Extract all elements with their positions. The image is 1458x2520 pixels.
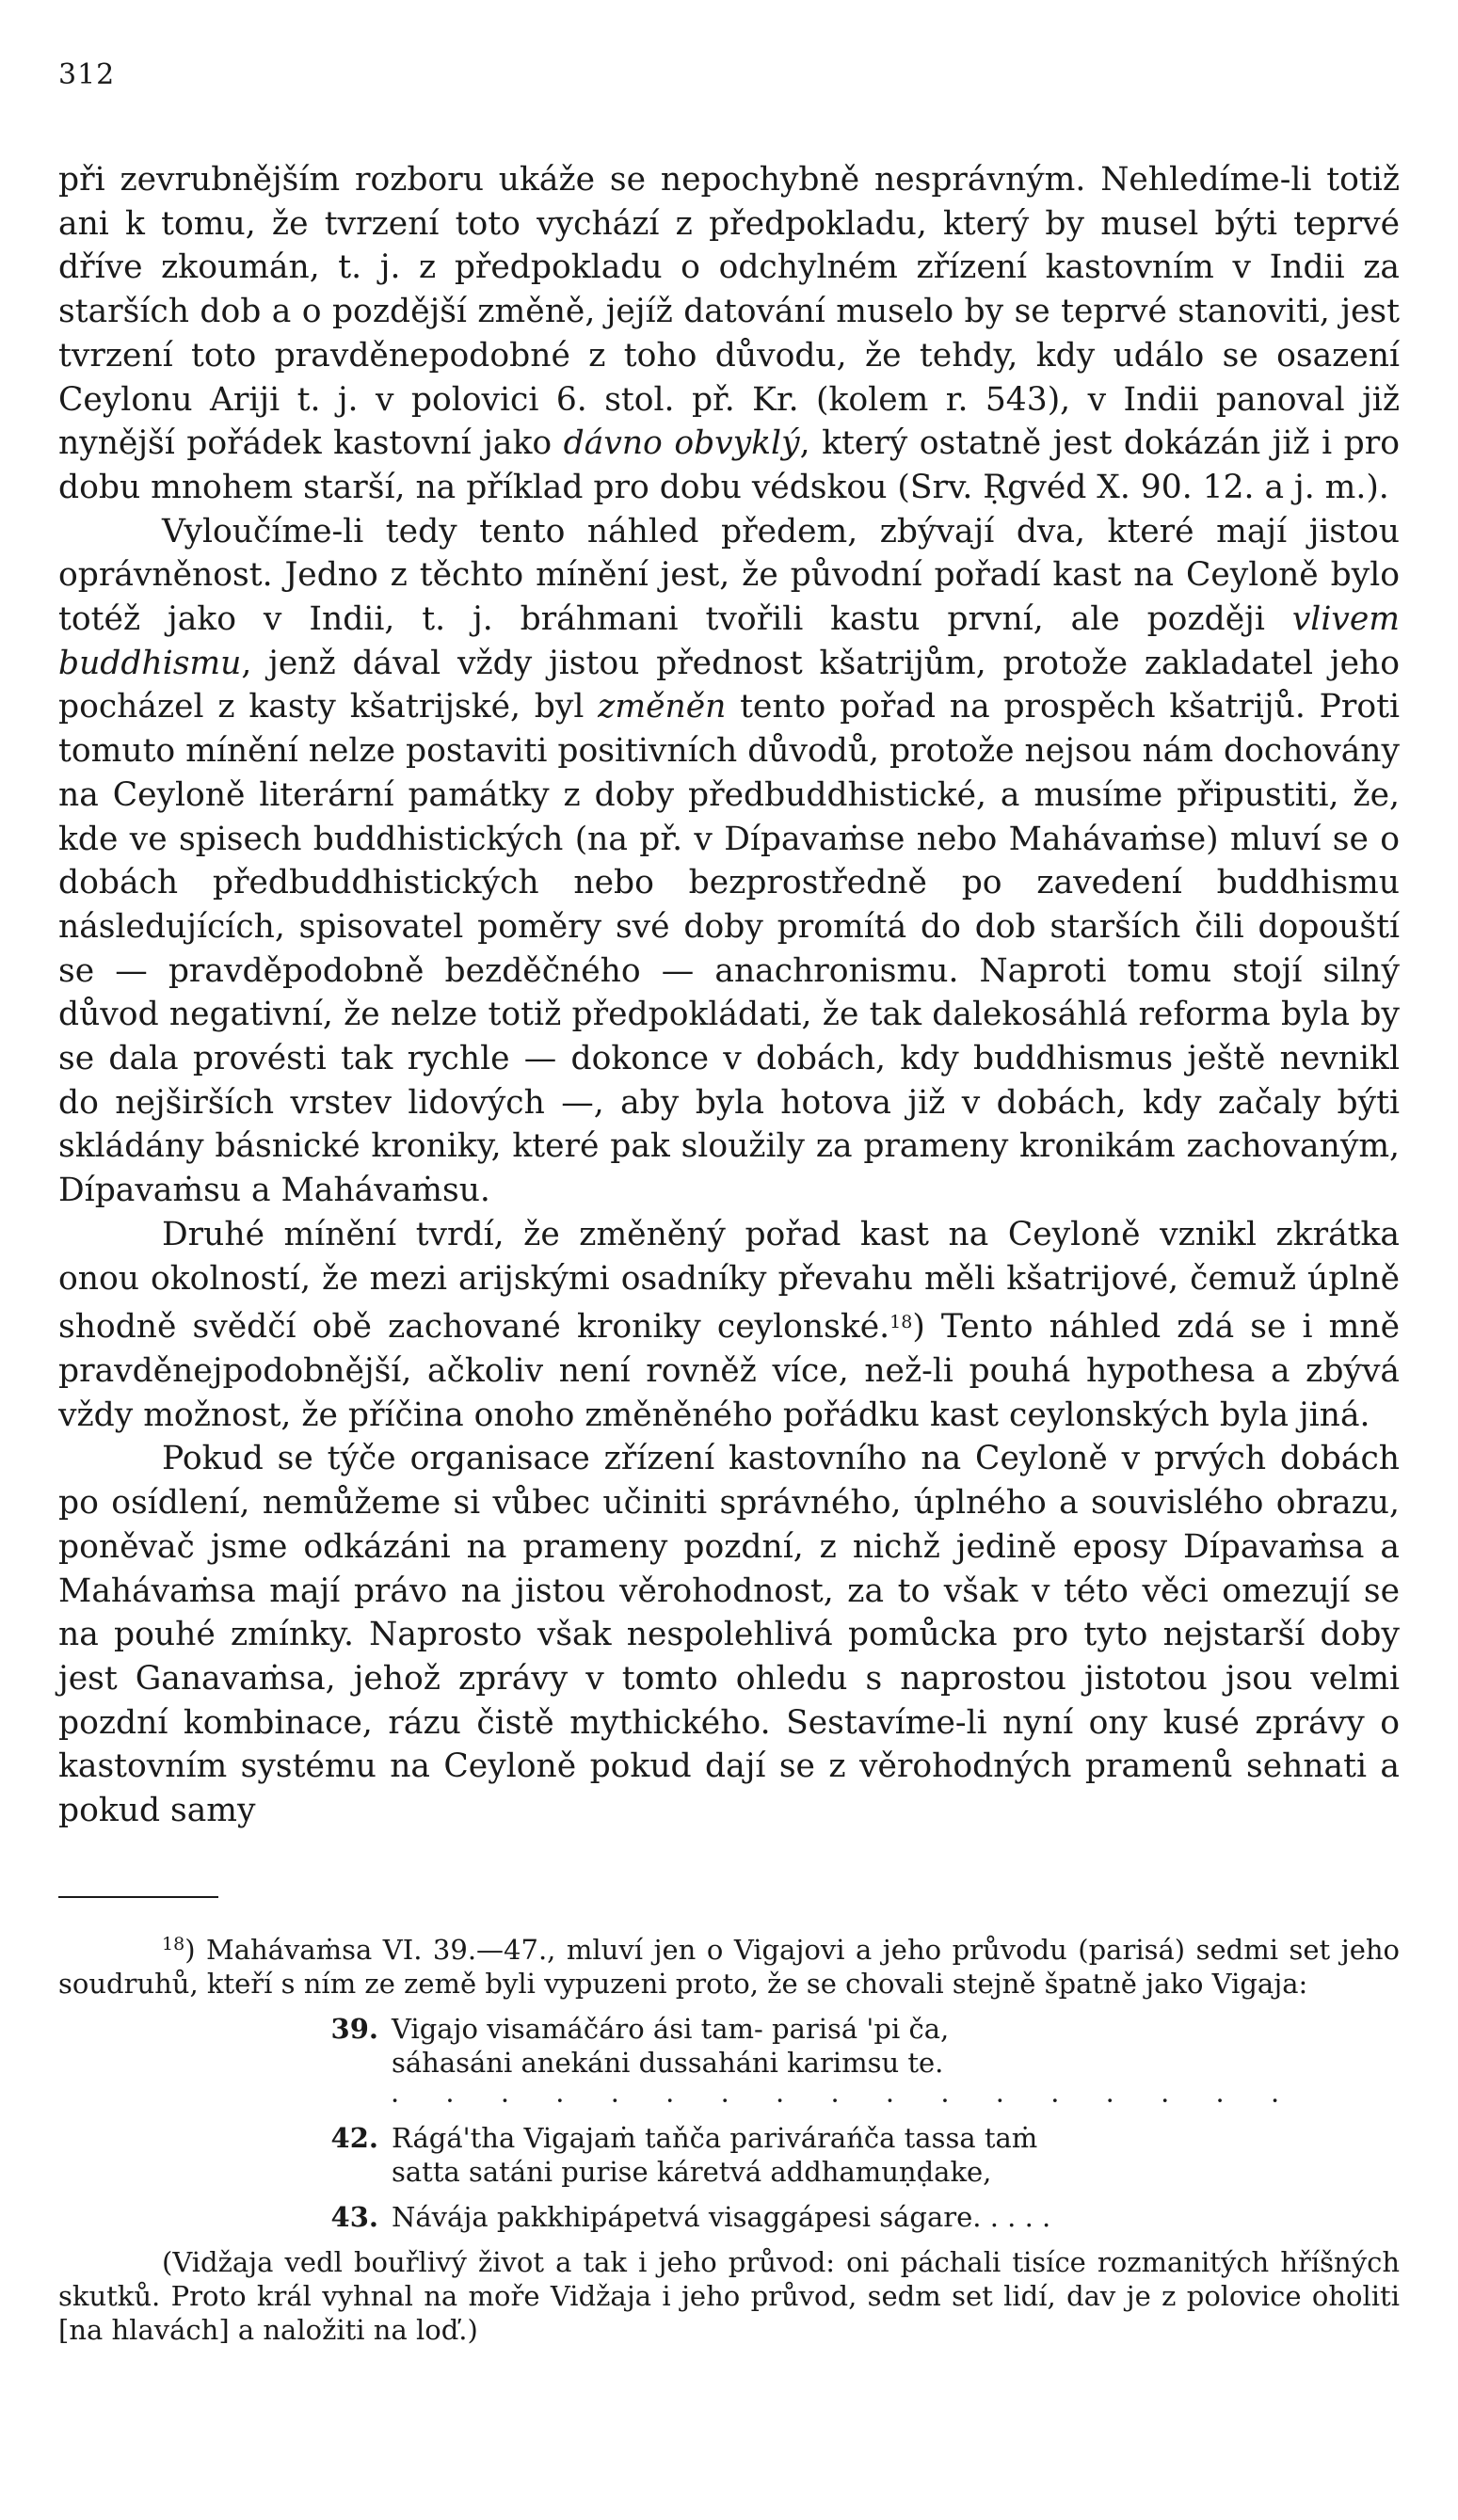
verse-line: Vigajo visamáčáro ási tam- parisá 'pi ča,	[392, 2013, 950, 2045]
footnote-divider	[58, 1896, 218, 1898]
footnotes	[58, 1927, 1400, 2347]
verse-number: 39.	[330, 2013, 378, 2045]
ellipsis-dots: · · · · · · · · · · · · · · · · ·	[391, 2084, 1299, 2116]
paragraph-4: Pokud se týče organisace zřízení kastovního na Ceyloně v prvých dobách po osídlení, nemůžeme si vůbec učiniti správného, úplného a souvislého obrazu, poněvač jsme odkázáni na prameny pozdní, z nichž jedině eposy Dípavaṁsa a Mahávaṁsa mají právo na jistou věrohodnost, za to však v této věci omezují se na pouhé zmínky. Naprosto však nespolehlivá pomůcka pro tyto nejstarší doby jest Ganavaṁsa, jehož zprávy v tomto ohledu s naprostou jistotou jsou velmi pozdní kombinace, rázu čistě mythického. Sestavíme-li nyní ony kusé zprávy o kastovním systému na Ceyloně pokud dají se z věrohodných pramenů sehnati a pokud samy	[58, 1440, 1400, 1830]
verse-42	[58, 2121, 1400, 2189]
verse-39	[58, 2012, 1400, 2080]
footnote-number: 18	[162, 1934, 185, 1954]
page-number: 312	[58, 58, 116, 91]
verse-number: 42.	[330, 2122, 378, 2154]
verse-line: satta satáni purise káretvá addhamuṇḍake,	[392, 2156, 992, 2188]
verse-43	[58, 2200, 1400, 2234]
paragraph-1: při zevrubnějším rozboru ukáže se nepochybně nesprávným. Nehledíme-li totiž ani k tomu, že tvrzení toto vychází z předpokladu, který by musel býti teprvé dříve zkoumán, t. j. z předpokladu o odchylném zřízení kastovním v Indii za starších dob a o pozdější změně, jejíž datování muselo by se teprvé stanoviti, jest tvrzení toto pravděnepodobné z toho důvodu, že tehdy, kdy událo se osazení Ceylonu Ariji t. j. v polovici 6. stol. př. Kr. (kolem r. 543), v Indii panoval již nynější pořádek kastovní jako dávno obvyklý, který ostatně jest dokázán již i pro dobu mnohem starší, na příklad pro dobu védskou (Srv. Ṛgvéd X. 90. 12. a j. m.).	[58, 161, 1400, 506]
paragraph-3: Druhé mínění tvrdí, že změněný pořad kast na Ceyloně vznikl zkrátka onou okolností, že mezi arijskými osadníky převahu měli kšatrijové, čemuž úplně shodně svědčí obě zachované kroniky ceylonské.$^{18}$) Tento náhled zdá se i mně pravděnejpodobnější, ačkoliv není rovněž více, než-li pouhá hypothesa a zbývá vždy možnost, že příčina onoho změněného pořádku kast ceylonských byla jiná.	[58, 1215, 1400, 1434]
footnote-reference: 18	[889, 1312, 913, 1333]
verse-number: 43.	[330, 2201, 378, 2233]
emphasis-vlivem-buddhismu: vlivem buddhismu	[58, 600, 1400, 682]
footnote-translation: (Vidžaja vedl bouřlivý život a tak i jeho průvod: oni páchali tisíce rozmanitých hříšných skutků. Proto král vyhnal na moře Vidžaja i jeho průvod, sedm set lidí, dav je z polovice oholiti [na hlavách] a naložiti na loď.)	[58, 2246, 1400, 2346]
paragraph-2: Vyloučíme-li tedy tento náhled předem, zbývají dva, které mají jistou oprávněnost. Jedno z těchto mínění jest, že původní pořadí kast na Ceyloně bylo totéž jako v Indii, t. j. bráhmani tvořili kastu první, ale později vlivem buddhismu, jenž dával vždy jistou přednost kšatrijům, protože zakladatel jeho pocházel z kasty kšatrijské, byl změněn tento pořad na prospěch kšatrijů. Proti tomuto mínění nelze postaviti positivních důvodů, protože nejsou nám dochovány na Ceyloně literární památky z doby předbuddhistické, a musíme připustiti, že, kde ve spisech buddhistických (na př. v Dípavaṁse nebo Mahávaṁse) mluví se o dobách předbuddhistických nebo bezprostředně po zavedení buddhismu následujících, spisovatel poměry své doby promítá do dob starších čili dopouští se — pravděpodobně bezděčného — anachronismu. Naproti tomu stojí silný důvod negativní, že nelze totiž předpokládati, že tak dalekosáhlá reforma byla by se dala provésti tak rychle — dokonce v dobách, kdy buddhismus ještě nevnikl do nejširších vrstev lidových —, aby byla hotova již v dobách, kdy začaly býti skládány básnické kroniky, které pak sloužily za prameny kronikám zachovaným, Dípavaṁsu a Mahávaṁsu.	[58, 512, 1400, 1210]
emphasis-davno-obvykly: dávno obvyklý	[563, 424, 800, 463]
verse-line: sáhasáni anekáni dussaháni karimsu te.	[392, 2047, 944, 2079]
emphasis-zmenen: změněn	[598, 688, 727, 726]
verse-line: Rágá'tha Vigajaṁ taňča parivárańča tassa taṁ	[392, 2122, 1038, 2154]
footnote-18: $^{18}$) Mahávaṁsa VI. 39.—47., mluví jen o Vigajovi a jeho průvodu (parisá) sedmi set jeho soudruhů, kteří s ním ze země byli vypuzeni proto, že se chovali stejně špatně jako Vigaja:	[58, 1934, 1400, 2000]
main-text	[58, 158, 1400, 1833]
verse-line: Návája pakkhipápetvá visaggápesi ságare. . . . .	[392, 2201, 1051, 2233]
